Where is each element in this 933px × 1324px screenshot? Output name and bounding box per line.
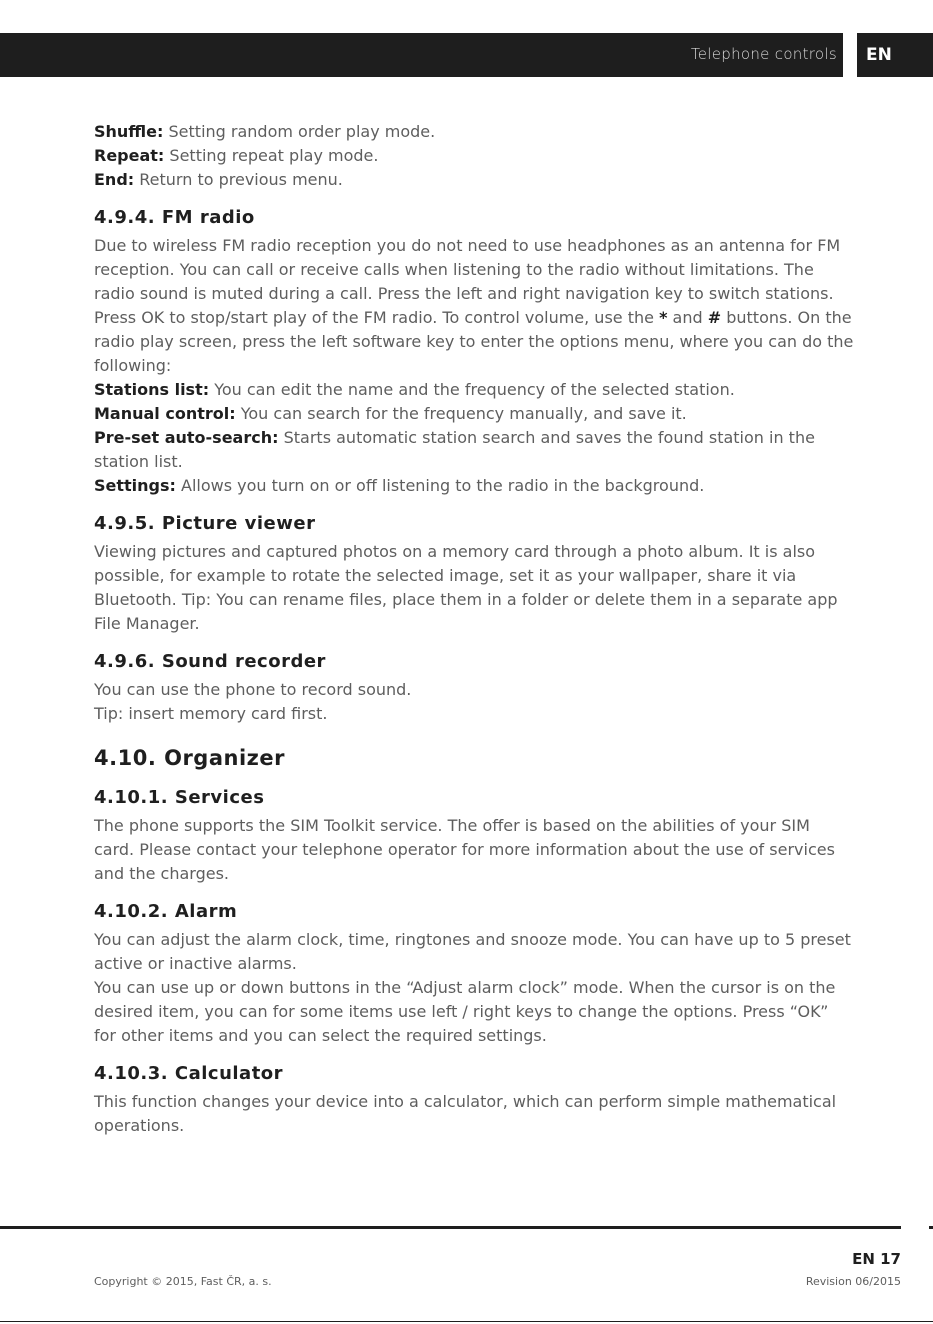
page-number: EN 17	[852, 1250, 901, 1268]
option-desc: Setting random order play mode.	[168, 122, 436, 141]
option-term: Manual control:	[94, 404, 236, 423]
heading-fm-radio: 4.9.4. FM radio	[94, 207, 255, 228]
fm-option	[94, 474, 854, 498]
star-symbol: *	[659, 308, 668, 327]
services-text: The phone supports the SIM Toolkit service. The offer is based on the abilities of your SIM card. Please contact your telephone operator for more information about the use of services and the charges.	[94, 816, 835, 883]
fm-intro	[94, 234, 854, 378]
calculator-text: This function changes your device into a calculator, which can perform simple mathematical operations.	[94, 1092, 837, 1135]
heading-picture-viewer: 4.9.5. Picture viewer	[94, 513, 316, 534]
copyright: Copyright © 2015, Fast ČR, a. s.	[94, 1275, 272, 1288]
fm-option	[94, 402, 854, 426]
heading-calculator: 4.10.3. Calculator	[94, 1063, 284, 1084]
fm-intro-part1: Due to wireless FM radio reception you do not need to use headphones as an antenna for FM reception. You can call or receive calls when listening to the radio without limitations. The radio sound is muted during a call. Press the left and right navigation key to switch stations. Press OK to stop/start play of the FM radio. To control volume, use the	[94, 236, 841, 327]
sound-tip: Tip: insert memory card first.	[94, 704, 328, 723]
fm-option	[94, 426, 854, 474]
alarm-text-2: You can use up or down buttons in the “Adjust alarm clock” mode. When the cursor is on the desired item, you can for some items use left / right keys to change the options. Press “OK” for other items and you can select the required settings.	[94, 978, 836, 1045]
option-desc: Setting repeat play mode.	[169, 146, 379, 165]
option-term: Repeat:	[94, 146, 165, 165]
option-term: Stations list:	[94, 380, 210, 399]
fm-intro-part2: buttons. On the radio play screen, press the left software key to enter the options menu, where you can do the following:	[94, 308, 854, 375]
option-desc: You can edit the name and the frequency of the selected station.	[214, 380, 735, 399]
option-term: End:	[94, 170, 135, 189]
fm-option	[94, 378, 854, 402]
heading-sound-recorder: 4.9.6. Sound recorder	[94, 651, 326, 672]
page-content	[94, 120, 854, 1138]
picture-text: Viewing pictures and captured photos on a memory card through a photo album. It is also possible, for example to rotate the selected image, set it as your wallpaper, share it via Bluetooth. Tip: You can rename files, place them in a folder or delete them in a separate app File Manager.	[94, 542, 838, 633]
alarm-text-1: You can adjust the alarm clock, time, ringtones and snooze mode. You can have up to 5 preset active or inactive alarms.	[94, 930, 851, 973]
option-desc: Return to previous menu.	[139, 170, 343, 189]
section-title: Telephone controls	[690, 45, 837, 63]
footer-rule-end	[929, 1226, 933, 1229]
heading-services: 4.10.1. Services	[94, 787, 265, 808]
option-desc: You can search for the frequency manually, and save it.	[240, 404, 687, 423]
hash-symbol: #	[707, 308, 722, 327]
option-term: Shuffle:	[94, 122, 164, 141]
heading-organizer: 4.10. Organizer	[94, 746, 285, 770]
music-option	[94, 144, 854, 168]
language-code: EN	[866, 45, 892, 65]
heading-alarm: 4.10.2. Alarm	[94, 901, 238, 922]
music-option	[94, 168, 854, 192]
header-bar	[0, 33, 843, 77]
revision: Revision 06/2015	[805, 1275, 901, 1288]
option-term: Pre-set auto-search:	[94, 428, 279, 447]
bottom-rule	[0, 1321, 933, 1322]
music-option	[94, 120, 854, 144]
option-desc: Allows you turn on or off listening to the radio in the background.	[181, 476, 705, 495]
option-term: Settings:	[94, 476, 176, 495]
footer-rule	[0, 1226, 901, 1229]
fm-and: and	[672, 308, 703, 327]
language-badge	[857, 33, 933, 77]
sound-line: You can use the phone to record sound.	[94, 680, 412, 699]
option-desc: Starts automatic station search and saves the found station in the station list.	[94, 428, 815, 471]
